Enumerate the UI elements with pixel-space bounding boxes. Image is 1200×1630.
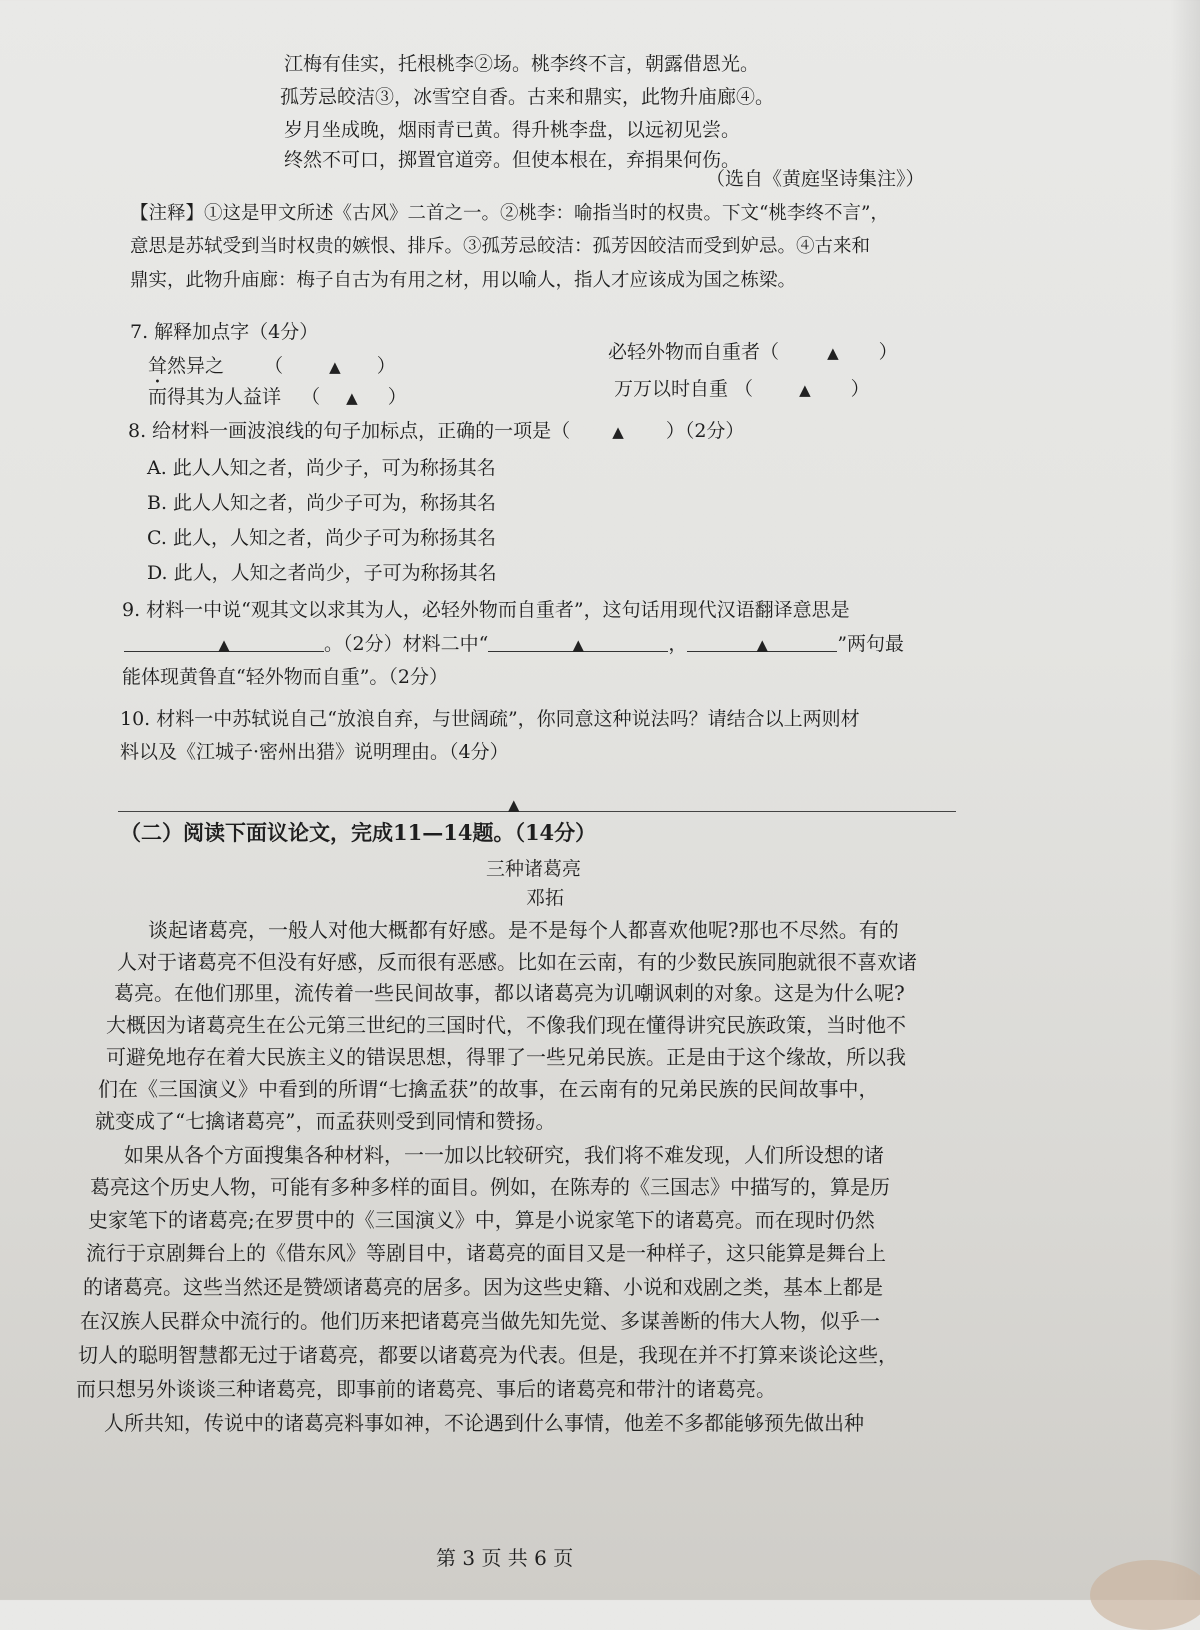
article-title: 三种诸葛亮 (486, 858, 582, 880)
answer-line[interactable] (118, 811, 956, 812)
answer-marker[interactable]: ▲ (508, 796, 520, 814)
poem-line-3: 岁月坐成晚，烟雨青已黄。得升桃李盘，以远初见尝。 (284, 119, 741, 141)
paragraph-line: 可避免地存在着大民族主义的错误思想，得罪了一些兄弟民族。正是由于这个缘故，所以我 (106, 1045, 906, 1069)
page-edge-shadow (1170, 0, 1200, 1600)
q9-line-3: 能体现黄鲁直“轻外物而自重”。（2分） (122, 666, 449, 688)
q10-line-2: 料以及《江城子·密州出猎》说明理由。（4分） (120, 741, 509, 763)
paragraph-line: 如果从各个方面搜集各种材料，一一加以比较研究，我们将不难发现，人们所设想的诸 (124, 1143, 884, 1167)
q7-item-1: 耸然异之 （ ▲ ） (148, 355, 396, 377)
paragraph-line: 葛亮。在他们那里，流传着一些民间故事，都以诸葛亮为讥嘲讽刺的对象。这是为什么呢? (114, 981, 905, 1005)
poem-line-1: 江梅有佳实，托根桃李②场。桃李终不言，朝露借恩光。 (284, 53, 760, 75)
poem-source: （选自《黄庭坚诗集注》） (706, 168, 925, 190)
paragraph-line: 人对于诸葛亮不但没有好感，反而很有恶感。比如在云南，有的少数民族同胞就很不喜欢诸 (117, 950, 917, 974)
q8-option-c[interactable]: C. 此人，人知之者，尚少子可为称扬其名 (147, 527, 496, 549)
notes-line-2: 意思是苏轼受到当时权贵的嫉恨、排斥。③孤芳忌皎洁：孤芳因皎洁而受到妒忌。④古来和 (130, 236, 871, 257)
paragraph-line: 就变成了“七擒诸葛亮”，而孟获则受到同情和赞扬。 (95, 1109, 556, 1133)
paragraph-line: 大概因为诸葛亮生在公元第三世纪的三国时代，不像我们现在懂得讲究民族政策，当时他不 (106, 1013, 906, 1037)
answer-blank[interactable]: ▲ (687, 635, 837, 652)
section-heading: （二）阅读下面议论文，完成11—14题。（14分） (120, 820, 597, 845)
q7-item-1-text: 然异之 (167, 355, 225, 377)
q8-option-b[interactable]: B. 此人人知之者，尚少子可为，称扬其名 (147, 492, 497, 514)
answer-marker[interactable]: ▲ (799, 381, 811, 399)
q8-option-a[interactable]: A. 此人人知之者，尚少子，可为称扬其名 (147, 457, 496, 479)
q7-item-3: 而得其为人益详 （ ▲ ） (148, 386, 407, 408)
answer-marker[interactable]: ▲ (827, 344, 839, 362)
paragraph-line: 流行于京剧舞台上的《借东风》等剧目中，诸葛亮的面目又是一种样子，这只能算是舞台上 (86, 1241, 886, 1265)
paragraph-line: 在汉族人民群众中流行的。他们历来把诸葛亮当做先知先觉、多谋善断的伟大人物，似乎一 (80, 1309, 880, 1333)
paragraph-line: 葛亮这个历史人物，可能有多种多样的面目。例如，在陈寿的《三国志》中描写的，算是历 (90, 1175, 890, 1199)
answer-blank[interactable]: ▲ (488, 635, 668, 652)
paragraph-line: 而只想另外谈谈三种诸葛亮，即事前的诸葛亮、事后的诸葛亮和带汁的诸葛亮。 (76, 1377, 776, 1401)
q8-stem: 8. 给材料一画波浪线的句子加标点，正确的一项是（ ▲ ）（2分） (128, 420, 745, 442)
paragraph-line: 人所共知，传说中的诸葛亮料事如神，不论遇到什么事情，他差不多都能够预先做出种 (104, 1411, 864, 1435)
paragraph-line: 的诸葛亮。这些当然还是赞颂诸葛亮的居多。因为这些史籍、小说和戏剧之类，基本上都是 (83, 1275, 883, 1299)
poem-line-2: 孤芳忌皎洁③，冰雪空自香。古来和鼎实，此物升庙廊④。 (280, 86, 775, 108)
finger-shadow (1090, 1560, 1200, 1630)
notes-line-3: 鼎实，此物升庙廊：梅子自古为有用之材，用以喻人，指人才应该成为国之栋梁。 (130, 270, 797, 291)
q7-item-4: 万万以时自重 （ ▲ ） (614, 378, 870, 400)
q9-line-2: ▲ 。（2分）材料二中“ ▲ ， ▲ ”两句最 (124, 635, 904, 654)
notes-line-1: 【注释】①这是甲文所述《古风》二首之一。②桃李：喻指当时的权贵。下文“桃李终不言”， (130, 203, 889, 224)
page-number: 第 3 页 共 6 页 (436, 1546, 574, 1570)
q8-option-d[interactable]: D. 此人，人知之者尚少，子可为称扬其名 (147, 562, 497, 584)
q7-item-1-dotted: 耸 (148, 355, 168, 377)
paragraph-line: 切人的聪明智慧都无过于诸葛亮，都要以诸葛亮为代表。但是，我现在并不打算来谈论这些， (78, 1343, 898, 1367)
poem-line-4: 终然不可口，掷置官道旁。但使本根在，弃捐果何伤。 (284, 149, 741, 171)
q9-line-1: 9. 材料一中说“观其文以求其为人，必轻外物而自重者”，这句话用现代汉语翻译意思是 (122, 599, 850, 621)
answer-marker[interactable]: ▲ (346, 389, 358, 407)
answer-blank[interactable]: ▲ (124, 635, 324, 652)
answer-marker[interactable]: ▲ (329, 358, 341, 376)
paragraph-line: 们在《三国演义》中看到的所谓“七擒孟获”的故事，在云南有的兄弟民族的民间故事中， (98, 1077, 879, 1101)
q10-line-1: 10. 材料一中苏轼说自己“放浪自弃，与世阔疏”，你同意这种说法吗？请结合以上两则材 (120, 708, 860, 730)
paragraph-line: 史家笔下的诸葛亮;在罗贯中的《三国演义》中，算是小说家笔下的诸葛亮。而在现时仍然 (88, 1208, 875, 1232)
q7-item-2: 必轻外物而自重者（ ▲ ） (608, 341, 898, 363)
paragraph-line: 谈起诸葛亮，一般人对他大概都有好感。是不是每个人都喜欢他呢?那也不尽然。有的 (148, 918, 899, 942)
answer-marker[interactable]: ▲ (612, 423, 624, 441)
article-author: 邓拓 (526, 887, 565, 909)
q7-stem: 7. 解释加点字（4分） (130, 321, 319, 343)
